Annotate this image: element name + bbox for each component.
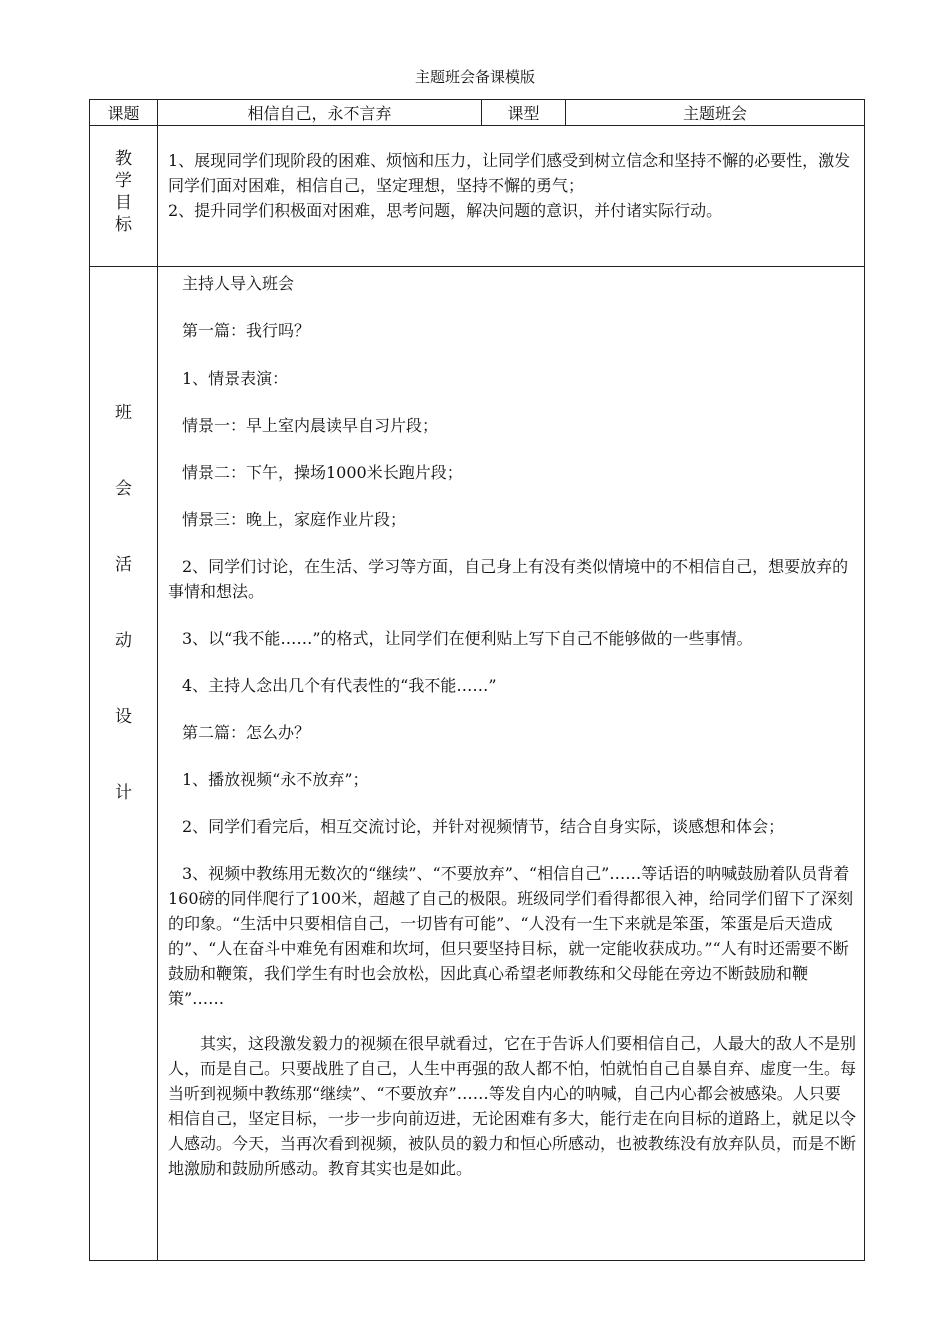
type-label: 课型 (482, 100, 566, 126)
activity-row (90, 267, 865, 1261)
scene-three: 情景三：晚上，家庭作业片段； (182, 510, 407, 529)
goal-item-2: 2、提升同学们积极面对困难，思考问题，解决问题的意识，并付诸实际行动。 (168, 201, 723, 220)
step-sticky-notes: 3、以“我不能……”的格式，让同学们在便利贴上写下自己不能够做的一些事情。 (182, 629, 753, 648)
goals-label-char: 目 (115, 193, 132, 213)
part-two-heading: 第二篇：怎么办？ (182, 723, 311, 742)
activity-label-char: 活 (115, 555, 132, 575)
goals-label-char: 教 (115, 149, 132, 169)
page-title: 主题班会备课模版 (414, 68, 535, 86)
scene-two: 情景二：下午，操场1000米长跑片段； (182, 463, 463, 482)
activity-label-char: 动 (115, 631, 132, 651)
step-scene-performance: 1、情景表演： (182, 369, 289, 388)
activity-label-char: 班 (115, 403, 132, 423)
goals-label-char: 标 (115, 215, 132, 235)
part-one-heading: 第一篇：我行吗？ (182, 321, 311, 340)
step-host-reads: 4、主持人念出几个有代表性的“我不能……” (182, 676, 497, 695)
activity-label-char: 会 (115, 479, 132, 499)
topic-value: 相信自己，永不言弃 (158, 100, 482, 126)
topic-label: 课题 (90, 100, 158, 126)
goals-content (158, 126, 865, 267)
host-intro: 主持人导入班会 (182, 274, 295, 293)
activity-label (90, 267, 158, 1261)
activity-label-char: 设 (115, 707, 132, 727)
type-value: 主题班会 (566, 100, 865, 126)
goals-label-char: 学 (115, 171, 132, 191)
step-play-video: 1、播放视频“永不放弃”； (182, 770, 369, 789)
goal-item-1: 1、展现同学们现阶段的困难、烦恼和压力，让同学们感受到树立信念和坚持不懈的必要性，激发同学们面对困难，相信自己，坚定理想，坚持不懈的勇气； (168, 151, 851, 195)
goals-row (90, 126, 865, 267)
activity-content (158, 267, 865, 1261)
closing-reflection: 其实，这段激发毅力的视频在很早就看过，它在于告诉人们要相信自己，人最大的敌人不是别人，而是自己。只要战胜了自己，人生中再强的敌人都不怕，怕就怕自己自暴自弃、虚度一生。每当听到视频中教练那“继续”、“不要放弃”……等发自内心的呐喊，自己内心都会被感染。人只要相信自己，坚定目标，一步一步向前迈进，无论困难有多大，能行走在向目标的道路上，就足以令人感动。今天，当再次看到视频，被队员的毅力和恒心所感动，也被教练没有放弃队员，而是不断地激励和鼓励所感动。教育其实也是如此。 (168, 1034, 857, 1178)
scene-one: 情景一：早上室内晨读早自习片段； (182, 416, 439, 435)
goals-label (90, 126, 158, 267)
header-row (90, 100, 865, 126)
lesson-plan-table (89, 99, 865, 1261)
step-video-reflection: 3、视频中教练用无数次的“继续”、“不要放弃”、“相信自己”……等话语的呐喊鼓励着队员背着160磅的同伴爬行了100米，超越了自己的极限。班级同学们看得都很入神，给同学们留下了深刻的印象。“生活中只要相信自己，一切皆有可能”、“人没有一生下来就是笨蛋，笨蛋是后天造成的”、“人在奋斗中难免有困难和坎坷，但只要坚持目标，就一定能收获成功。”“人有时还需要不断鼓励和鞭策，我们学生有时也会放松，因此真心希望老师教练和父母能在旁边不断鼓励和鞭策”…… (168, 864, 854, 1008)
step-exchange: 2、同学们看完后，相互交流讨论，并针对视频情节，结合自身实际，谈感想和体会； (182, 817, 785, 836)
step-discussion: 2、同学们讨论，在生活、学习等方面，自己身上有没有类似情境中的不相信自己，想要放弃的事情和想法。 (168, 557, 849, 601)
activity-label-char: 计 (115, 783, 132, 803)
